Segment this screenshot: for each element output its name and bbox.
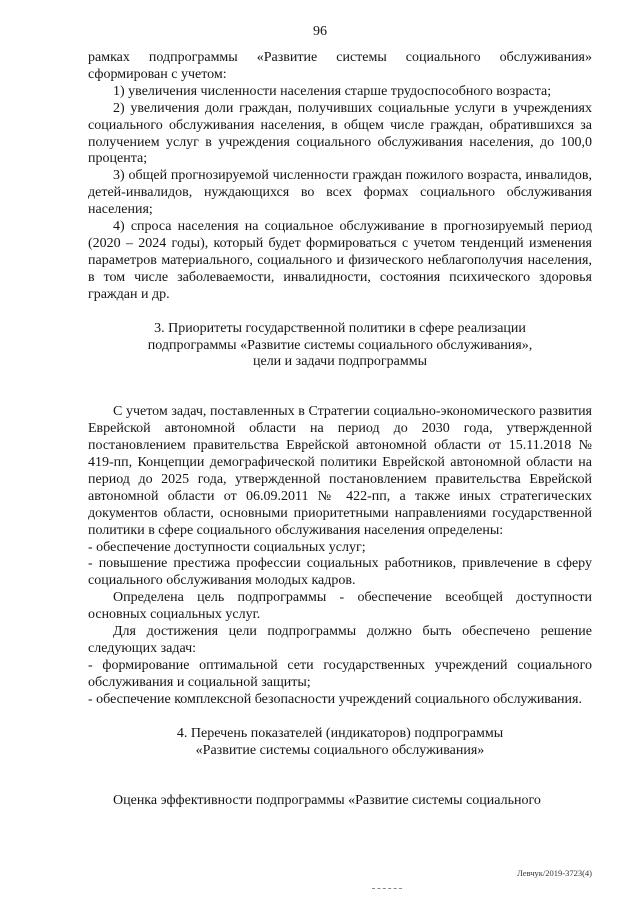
document-body — [88, 50, 592, 810]
paragraph: Определена цель подпрограммы - обеспечение всеобщей доступности основных социальных услуг. — [88, 590, 592, 623]
page-number: 96 — [313, 24, 327, 39]
list-item: 2) увеличения доли граждан, получивших социальные услуги в учреждениях социального обслуживания населения, в общем числе граждан, обратившихся за получением услуг в учреждения социального обслуживания населения, до 100,0 процента; — [88, 100, 592, 167]
heading-line: цели и задачи подпрограммы — [252, 354, 427, 370]
section-4-heading — [88, 726, 592, 760]
paragraph: Для достижения цели подпрограммы должно быть обеспечено решение следующих задач: — [88, 624, 592, 656]
footer-divider — [372, 888, 402, 889]
list-item: 3) общей прогнозируемой численности граждан пожилого возраста, инвалидов, детей-инвалидов, нуждающихся во всех формах социального обслуживания населения; — [88, 168, 592, 218]
paragraph: С учетом задач, поставленных в Стратегии социально-экономического развития Еврейской автономной области на период до 2030 года, утвержденной постановлением правительства Еврейской автономной области от 15.11.2018 № 419-пп, Концепции демографической политики Еврейской автономной области на период до 2025 года, утвержденной постановлением правительства Еврейской автономной области от 06.09.2011 № 422-пп, а также иных стратегических документов области, основными приоритетными направлениями государственной политики в сфере социального обслуживания населения определены: — [88, 404, 592, 538]
list-item: - формирование оптимальной сети государственных учреждений социального обслуживания и социальной защиты; — [88, 657, 592, 690]
footer-document-code: Левчук/2019-3723(4) — [517, 868, 592, 878]
list-item: - обеспечение комплексной безопасности учреждений социального обслуживания. — [88, 691, 582, 707]
paragraph: Оценка эффективности подпрограммы «Развитие системы социального — [113, 793, 541, 809]
heading-line: 3. Приоритеты государственной политики в сфере реализации — [154, 320, 526, 336]
list-item: - обеспечение доступности социальных услуг; — [88, 539, 366, 555]
list-item: 4) спроса населения на социальное обслуживание в прогнозируемый период (2020 – 2024 годы), который будет формироваться с учетом тенденций изменения параметров материального, социального и физического неблагополучия населения, в том числе заболеваемости, инвалидности, состояния психического здоровья граждан и др. — [88, 219, 592, 302]
paragraph: рамках подпрограммы «Развитие системы социального обслуживания» сформирован с учетом: — [88, 50, 592, 82]
heading-line: «Развитие системы социального обслуживания» — [195, 742, 485, 758]
heading-line: подпрограммы «Развитие системы социального обслуживания», — [147, 337, 533, 353]
list-item: 1) увеличения численности населения старше трудоспособного возраста; — [113, 83, 552, 99]
section-3-heading — [88, 321, 592, 372]
list-item: - повышение престижа профессии социальных работников, привлечение в сферу социального обслуживания молодых кадров. — [88, 556, 592, 589]
heading-line: 4. Перечень показателей (индикаторов) подпрограммы — [176, 725, 504, 741]
